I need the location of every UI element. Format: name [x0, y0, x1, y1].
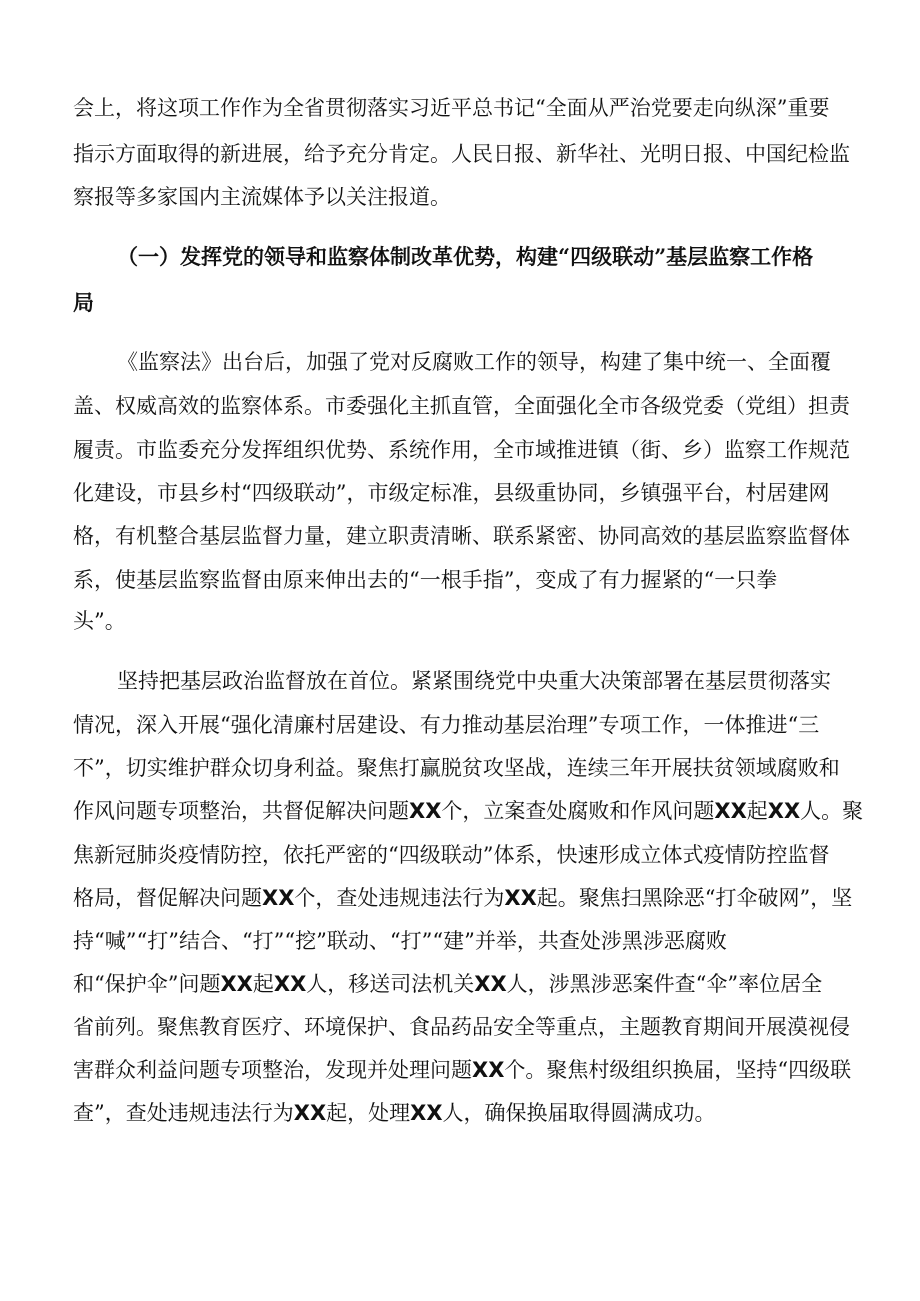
text-segment: 和“保护伞”问题 — [73, 972, 221, 996]
paragraph-1-line-2: 指示方面取得的新进展，给予充分肯定。人民日报、新华社、光明日报、中国纪检监 — [73, 142, 850, 166]
paragraph-2-line-5: 格，有机整合基层监督力量，建立职责清晰、联系紧密、协同高效的基层监察监督体 — [73, 524, 850, 548]
section-heading-line-1: （一）发挥党的领导和监察体制改革优势，构建“四级联动”基层监察工作格 — [117, 244, 814, 269]
placeholder-count: XX — [410, 1101, 443, 1125]
placeholder-count: XX — [262, 886, 295, 910]
paragraph-3-line-11 — [73, 1099, 716, 1127]
paragraph-2-line-4: 化建设，市县乡村“四级联动”，市级定标准，县级重协同，乡镇强平台，村居建网 — [73, 481, 830, 505]
text-segment: 起。聚焦扫黑除恶“打伞破网”，坚 — [536, 886, 853, 910]
text-segment: 作风问题专项整治，共督促解决问题 — [73, 799, 409, 823]
text-segment: 个，立案查处腐败和作风问题 — [441, 799, 715, 823]
paragraph-3-line-7: 持“喊”“打”结合、“打”“挖”联动、“打”“建”并举，共查处涉黑涉恶腐败 — [73, 929, 727, 953]
placeholder-count: XX — [409, 799, 442, 823]
text-segment: 格局，督促解决问题 — [73, 886, 262, 910]
paragraph-2-line-3: 履责。市监委充分发挥组织优势、系统作用，全市域推进镇（街、乡）监察工作规范 — [73, 438, 850, 462]
paragraph-2-line-7: 头”。 — [73, 609, 126, 633]
paragraph-3-line-6 — [73, 884, 852, 912]
paragraph-3-line-10 — [73, 1056, 851, 1084]
placeholder-count: XX — [472, 1058, 505, 1082]
text-segment: 害群众利益问题专项整治，发现并处理问题 — [73, 1058, 472, 1082]
paragraph-3-line-2: 情况，深入开展“强化清廉村居建设、有力推动基层治理”专项工作，一体推进“三 — [73, 713, 820, 737]
paragraph-3-line-8 — [73, 970, 822, 998]
paragraph-2-line-6: 系，使基层监察监督由原来伸出去的“一根手指”，变成了有力握紧的“一只拳 — [73, 568, 778, 592]
text-segment: 人，确保换届取得圆满成功。 — [442, 1101, 716, 1125]
text-segment: 人，移送司法机关 — [306, 972, 475, 996]
paragraph-1-line-1: 会上，将这项工作作为全省贯彻落实习近平总书记“全面从严治党要走向纵深”重要 — [73, 96, 830, 120]
placeholder-count: XX — [273, 972, 307, 996]
text-segment: 人，涉黑涉恶案件查“伞”率位居全 — [506, 972, 823, 996]
paragraph-3-line-3: 不”，切实维护群众切身利益。聚焦打赢脱贫攻坚战，连续三年开展扶贫领域腐败和 — [73, 756, 840, 780]
paragraph-3-line-4 — [73, 797, 863, 825]
placeholder-count: XX — [474, 972, 507, 996]
paragraph-1-line-3: 察报等多家国内主流媒体予以关注报道。 — [73, 185, 451, 209]
paragraph-3-line-1: 坚持把基层政治监督放在首位。紧紧围绕党中央重大决策部署在基层贯彻落实 — [117, 669, 831, 693]
text-segment: 起 — [746, 799, 768, 823]
text-segment: 人。聚 — [800, 799, 864, 823]
text-segment: 查”，查处违规违法行为 — [73, 1101, 294, 1125]
paragraph-2-line-2: 盖、权威高效的监察体系。市委强化主抓直管，全面强化全市各级党委（党组）担责 — [73, 394, 850, 418]
paragraph-3-line-9: 省前列。聚焦教育医疗、环境保护、食品药品安全等重点，主题教育期间开展漠视侵 — [73, 1015, 850, 1039]
section-heading-line-2: 局 — [73, 290, 94, 315]
placeholder-count: XX — [293, 1101, 327, 1125]
text-segment: 起 — [252, 972, 274, 996]
placeholder-count: XX — [714, 799, 747, 823]
paragraph-3-line-5: 焦新冠肺炎疫情防控，依托严密的“四级联动”体系，快速形成立体式疫情防控监督 — [73, 843, 830, 867]
text-segment: 个。聚焦村级组织换届，坚持“四级联 — [504, 1058, 852, 1082]
paragraph-2-line-1: 《监察法》出台后，加强了党对反腐败工作的领导，构建了集中统一、全面覆 — [117, 350, 831, 374]
placeholder-count: XX — [220, 972, 253, 996]
text-segment: 起，处理 — [326, 1101, 411, 1125]
text-segment: 个，查处违规违法行为 — [294, 886, 505, 910]
placeholder-count: XX — [767, 799, 801, 823]
placeholder-count: XX — [504, 886, 537, 910]
